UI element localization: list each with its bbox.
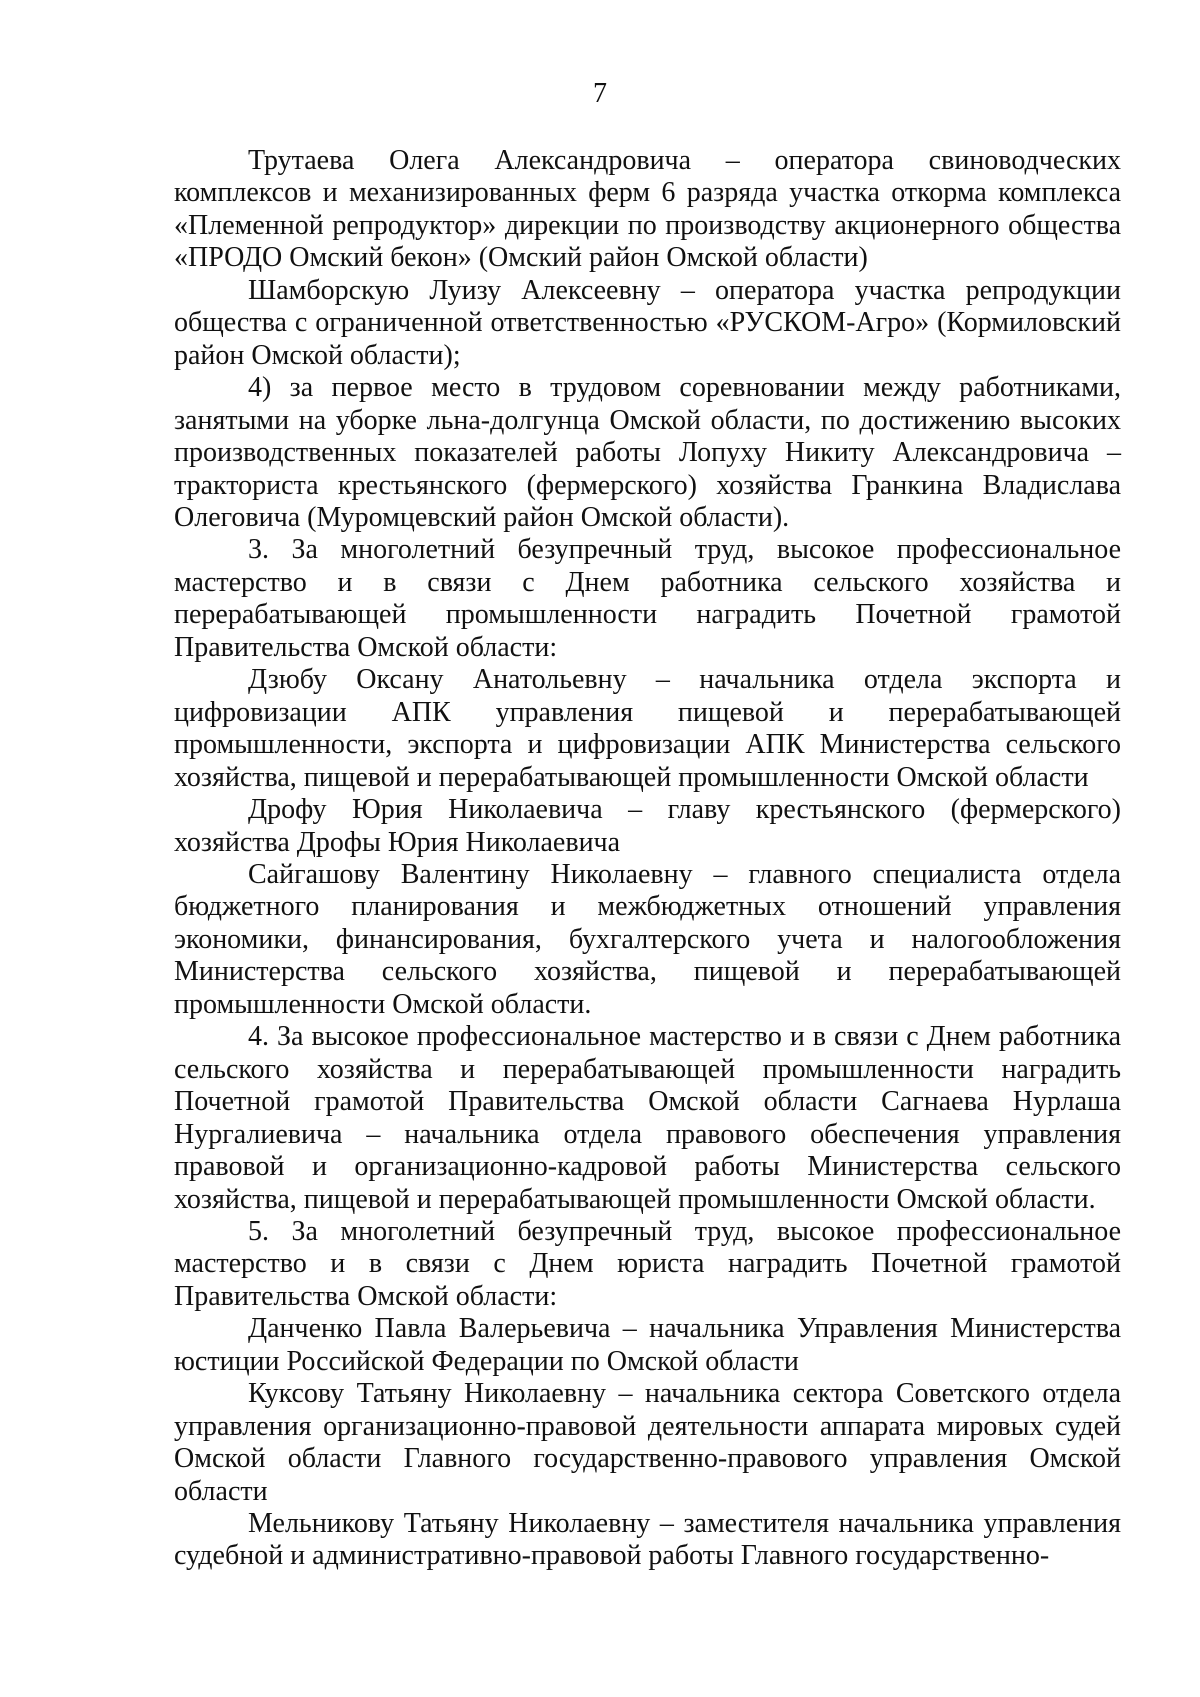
paragraph-section-5: 5. За многолетний безупречный труд, высокое профессиональное мастерство и в связи с Днем юриста наградить Почетной грамотой Правительства Омской области: <box>174 1215 1121 1312</box>
paragraph-section-4: 4. За высокое профессиональное мастерство и в связи с Днем работника сельского хозяйства и перерабатывающей промышленности наградить Почетной грамотой Правительства Омской области Сагнаева Нурлаша Нургалиевича – начальника отдела правового обеспечения управления правовой и организационно-кадровой работы Министерства сельского хозяйства, пищевой и перерабатывающей промышленности Омской области. <box>174 1021 1121 1215</box>
paragraph-section-3: 3. За многолетний безупречный труд, высокое профессиональное мастерство и в связи с Днем работника сельского хозяйства и перерабатывающей промышленности наградить Почетной грамотой Правительства Омской области: <box>174 534 1121 663</box>
paragraph-saygashova: Сайгашову Валентину Николаевну – главного специалиста отдела бюджетного планирования и межбюджетных отношений управления экономики, финансирования, бухгалтерского учета и налогообложения Министерства сельского хозяйства, пищевой и перерабатывающей промышленности Омской области. <box>174 858 1121 1020</box>
paragraph-item-4-flax: 4) за первое место в трудовом соревновании между работниками, занятыми на уборке льна-долгунца Омской области, по достижению высоких производственных показателей работы Лопуху Никиту Александровича – тракториста крестьянского (фермерского) хозяйства Гранкина Владислава Олеговича (Муромцевский район Омской области). <box>174 372 1121 533</box>
paragraph-dzyuba: Дзюбу Оксану Анатольевну – начальника отдела экспорта и цифровизации АПК управления пищевой и перерабатывающей промышленности, экспорта и цифровизации АПК Министерства сельского хозяйства, пищевой и перерабатывающей промышленности Омской области <box>174 664 1121 793</box>
paragraph-shamborskaya: Шамборскую Луизу Алексеевну – оператора участка репродукции общества с ограниченной ответственностью «РУСКОМ-Агро» (Кормиловский район Омской области); <box>174 274 1121 371</box>
paragraph-melnikova: Мельникову Татьяну Николаевну – заместителя начальника управления судебной и административно-правовой работы Главного государственно- <box>174 1508 1121 1572</box>
paragraph-danchenko: Данченко Павла Валерьевича – начальника Управления Министерства юстиции Российской Федерации по Омской области <box>174 1313 1121 1377</box>
document-body <box>174 145 1121 1573</box>
paragraph-kuksova: Куксову Татьяну Николаевну – начальника сектора Советского отдела управления организационно-правовой деятельности аппарата мировых судей Омской области Главного государственно-правового управления Омской области <box>174 1378 1121 1507</box>
paragraph-drofa: Дрофу Юрия Николаевича – главу крестьянского (фермерского) хозяйства Дрофы Юрия Николаевича <box>174 794 1121 858</box>
page-number: 7 <box>593 78 607 109</box>
paragraph-trutaev: Трутаева Олега Александровича – оператора свиноводческих комплексов и механизированных ферм 6 разряда участка откорма комплекса «Племенной репродуктор» дирекции по производству акционерного общества «ПРОДО Омский бекон» (Омский район Омской области) <box>174 145 1121 274</box>
